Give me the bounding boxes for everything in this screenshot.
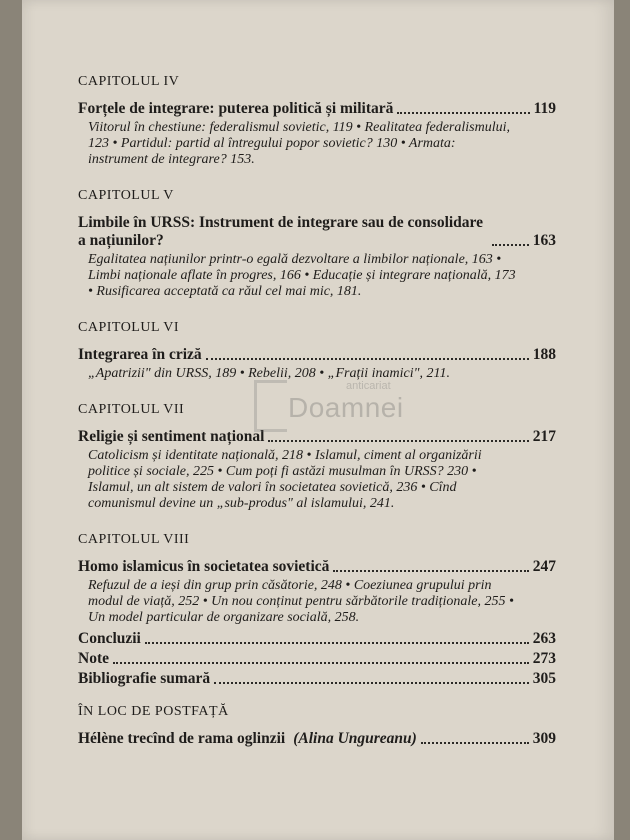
- entry-title: Hélène trecînd de rama oglinzii: [78, 730, 286, 747]
- postface-label: ÎN LOC DE POSTFAȚĂ: [78, 704, 229, 719]
- toc-entry-postface: [78, 730, 556, 748]
- dot-leader: [421, 742, 529, 744]
- toc-entry: [78, 558, 556, 576]
- chapter-label: CAPITOLUL VII: [78, 402, 185, 417]
- page-number: 163: [532, 232, 556, 249]
- table-of-contents: [78, 60, 556, 748]
- dot-leader: [113, 662, 529, 664]
- entry-title: Homo islamicus în societatea sovietică: [78, 558, 330, 575]
- page-number: 247: [532, 558, 556, 575]
- dot-leader: [206, 358, 529, 360]
- page-number: 119: [533, 100, 556, 117]
- toc-entry-concluzii: [78, 630, 556, 648]
- entry-title: Concluzii: [78, 630, 141, 647]
- dot-leader: [333, 570, 528, 572]
- toc-entry: [78, 428, 556, 446]
- entry-title: Religie și sentiment național: [78, 428, 265, 445]
- page-number: 273: [532, 650, 556, 667]
- watermark-big-text: Doamnei: [288, 392, 404, 423]
- toc-entry: [78, 100, 556, 118]
- dot-leader: [268, 440, 528, 442]
- entry-title: Bibliografie sumară: [78, 670, 211, 687]
- book-page: [22, 0, 614, 840]
- entry-title: Forțele de integrare: puterea politică și militară: [78, 100, 394, 117]
- toc-entry-note: [78, 650, 556, 668]
- toc-entry-bibliografie: [78, 670, 556, 688]
- page-number: 217: [532, 428, 556, 445]
- watermark-small-text: anticariat: [346, 380, 391, 392]
- entry-author: (Alina Ungureanu): [293, 730, 417, 747]
- toc-entry: [78, 346, 556, 364]
- page-number: 305: [532, 670, 556, 687]
- dot-leader: [492, 244, 529, 246]
- toc-entry: [78, 214, 556, 250]
- entry-subtitle: Refuzul de a ieși din grup prin căsătorie, 248 • Coeziunea grupului prin modul de viață, 252 • Un nou conținut pentru sărbătorile tradiționale, 255 • Un model particular de organizare socială, 258.: [88, 578, 514, 625]
- chapter-label: CAPITOLUL VI: [78, 320, 180, 335]
- page-number: 263: [532, 630, 556, 647]
- entry-subtitle: Catolicism și identitate națională, 218 • Islamul, ciment al organizării politice și sociale, 225 • Cum poți fi astăzi musulman în URSS? 230 • Islamul, un alt sistem de valori în societatea sovietică, 236 • Cînd comunismul devine un „sub-produs" al islamului, 241.: [88, 448, 482, 511]
- entry-title: Limbile în URSS: Instrument de integrare sau de consolidare a națiunilor?: [78, 214, 484, 249]
- dot-leader: [145, 642, 529, 644]
- entry-title: Integrarea în criză: [78, 346, 202, 363]
- dot-leader: [214, 682, 529, 684]
- page-number: 188: [532, 346, 556, 363]
- chapter-label: CAPITOLUL IV: [78, 74, 180, 89]
- entry-subtitle: „Apatrizii" din URSS, 189 • Rebelii, 208 • „Frații inamici", 211.: [88, 366, 450, 381]
- page-number: 309: [532, 730, 556, 747]
- chapter-label: CAPITOLUL V: [78, 188, 174, 203]
- dot-leader: [397, 112, 529, 114]
- entry-subtitle: Egalitatea națiunilor printr-o egală dezvoltare a limbilor naționale, 163 • Limbi naționale aflate în progres, 166 • Educație și integrare națională, 173 • Rusificarea acceptată ca răul cel mai mic, 181.: [88, 252, 516, 299]
- chapter-label: CAPITOLUL VIII: [78, 532, 190, 547]
- entry-subtitle: Viitorul în chestiune: federalismul sovietic, 119 • Realitatea federalismului, 123 • Partidul: partid al întregului popor sovietic? 130 • Armata: instrument de integrare? 153.: [88, 120, 510, 167]
- entry-title: Note: [78, 650, 109, 667]
